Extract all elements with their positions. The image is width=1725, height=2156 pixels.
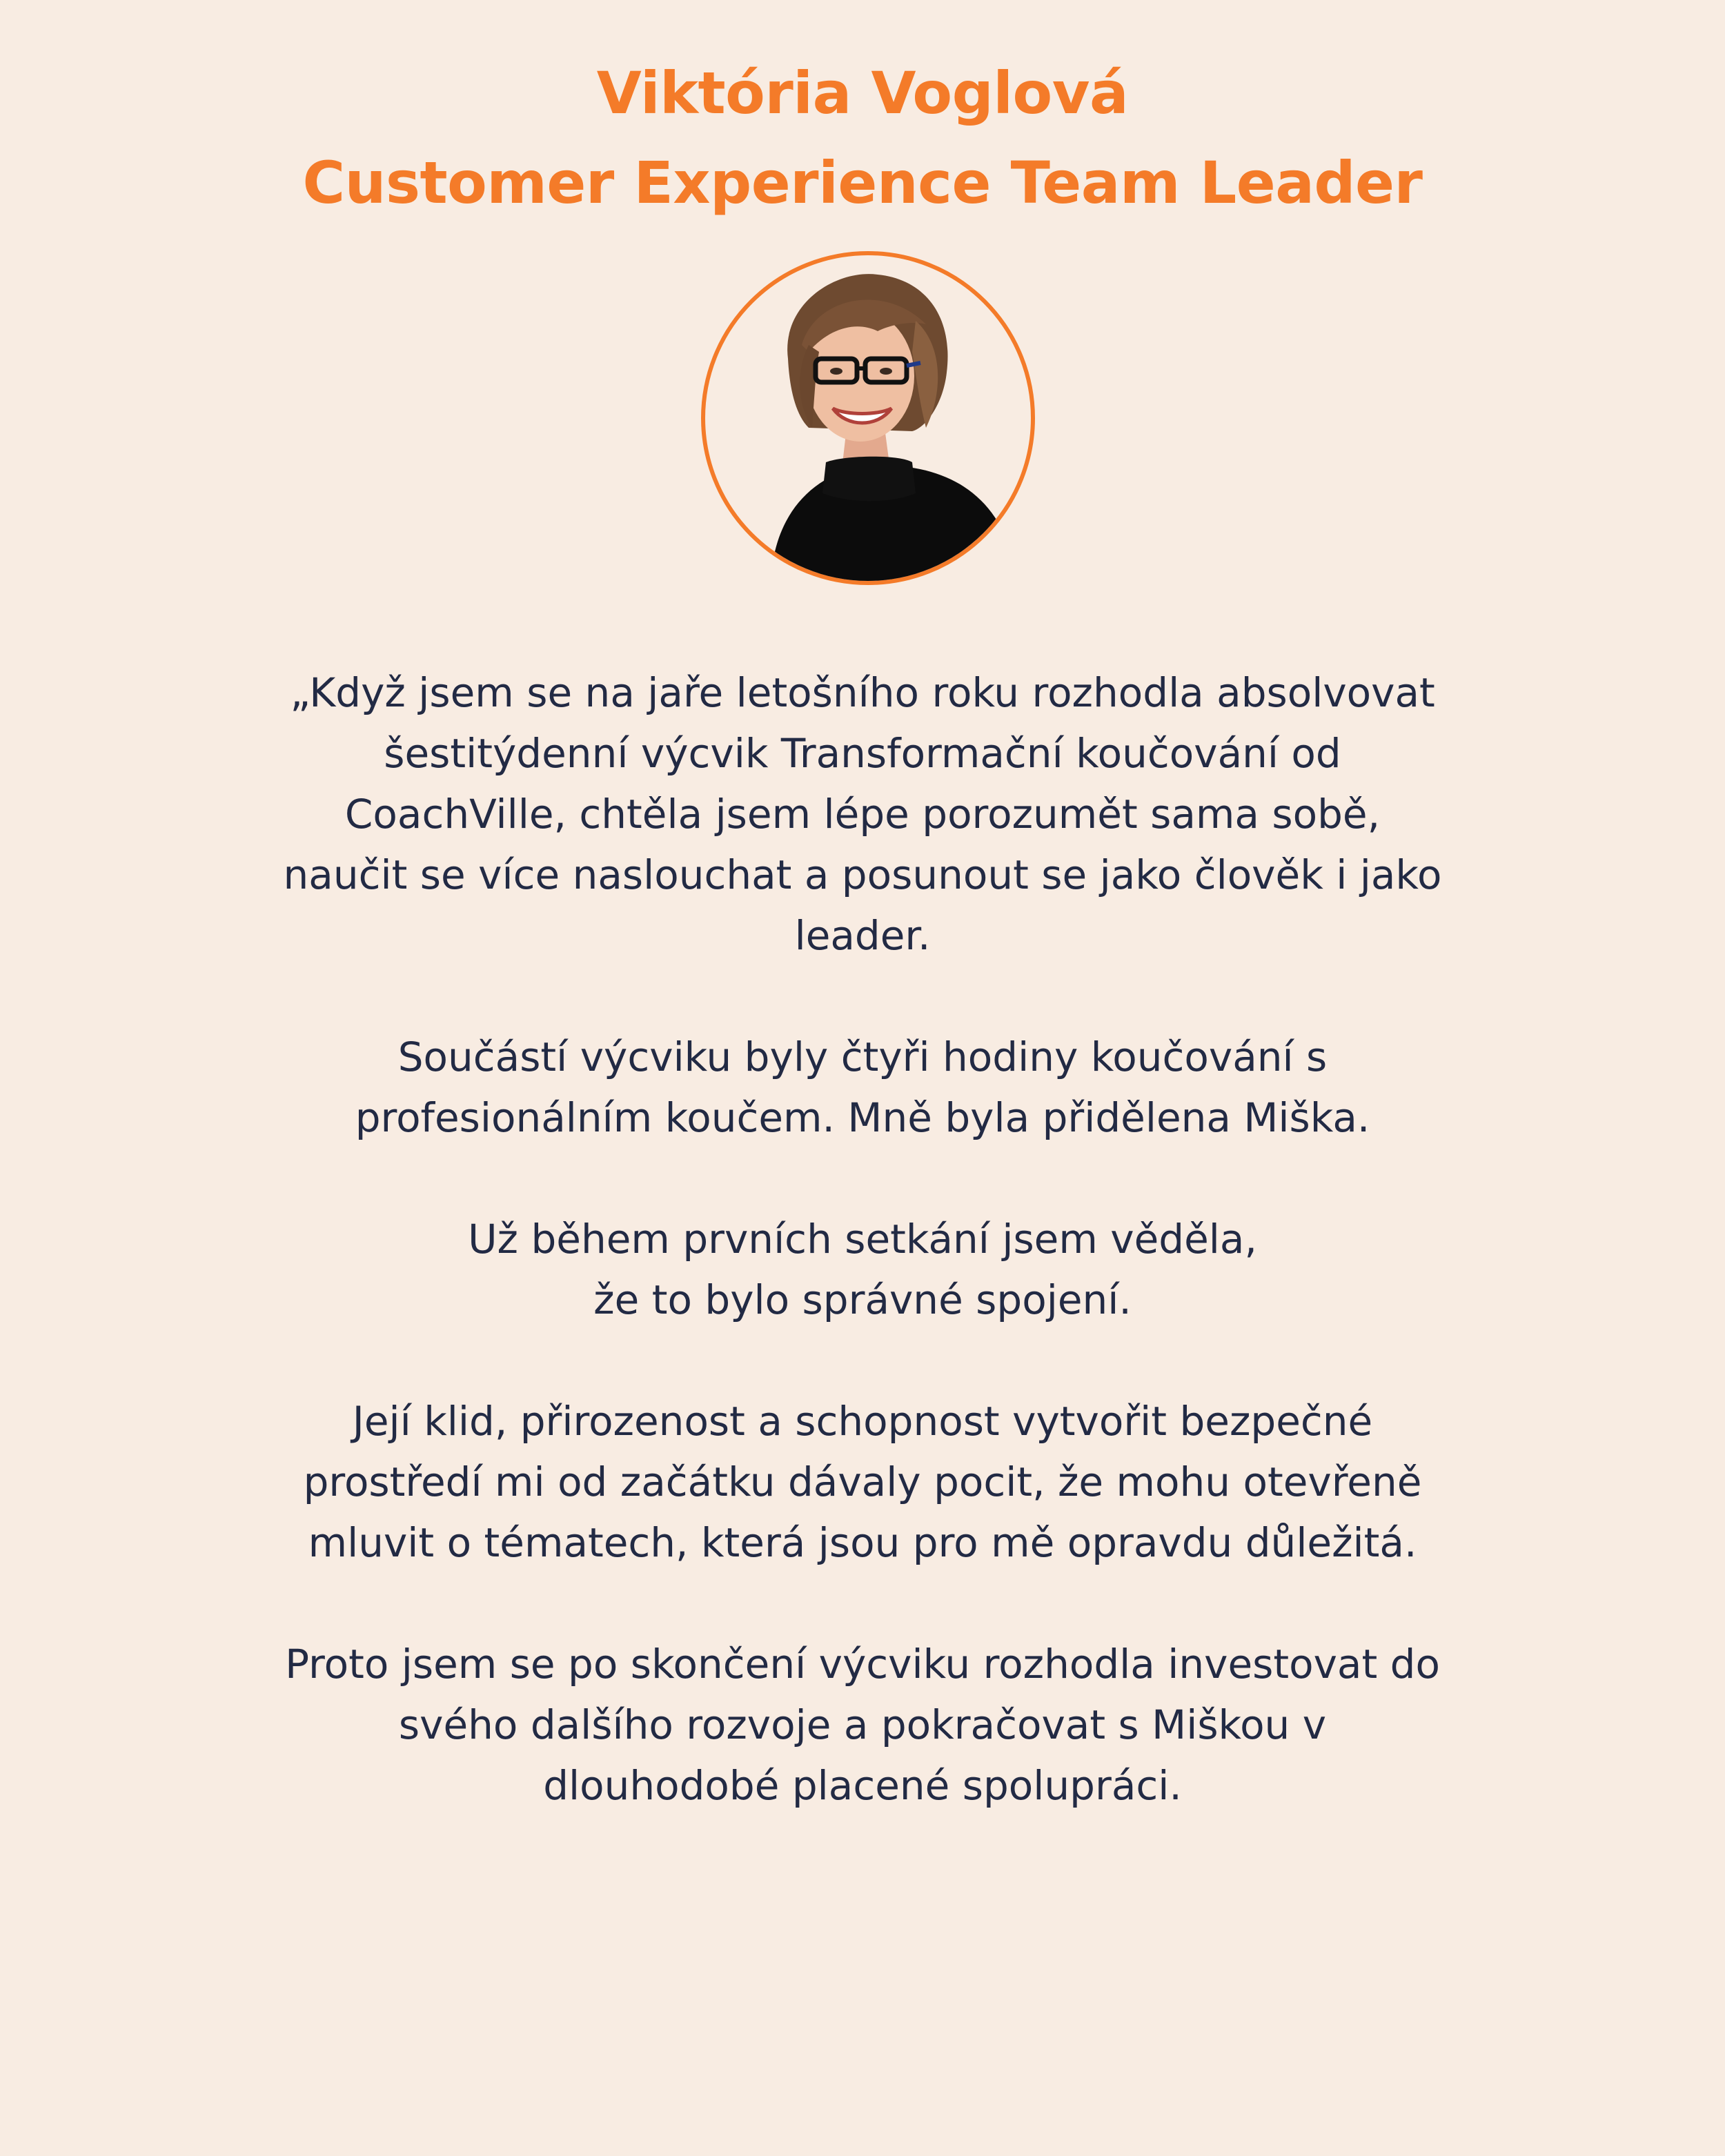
testimonial-line: šestitýdenní výcvik Transformační koučování od	[384, 730, 1341, 777]
testimonial-line: leader.	[794, 912, 931, 959]
testimonial-paragraph	[172, 1634, 1552, 1816]
testimonial-line: že to bylo správné spojení.	[593, 1276, 1132, 1323]
testimonial-line: „Když jsem se na jaře letošního roku rozhodla absolvovat	[290, 669, 1435, 716]
testimonial-line: svého dalšího rozvoje a pokračovat s Miškou v	[398, 1701, 1327, 1748]
person-name: Viktória Voglová	[596, 59, 1129, 127]
person-role: Customer Experience Team Leader	[302, 149, 1423, 217]
testimonial-line: prostředí mi od začátku dávaly pocit, že mohu otevřeně	[303, 1458, 1422, 1505]
testimonial-line: dlouhodobé placené spolupráci.	[543, 1762, 1182, 1809]
person-portrait-icon	[705, 255, 1031, 581]
testimonial-line: profesionálním koučem. Mně byla přidělena Miška.	[355, 1094, 1370, 1141]
page-header	[0, 48, 1725, 228]
testimonial-paragraph	[172, 662, 1552, 966]
testimonial-line: Její klid, přirozenost a schopnost vytvořit bezpečné	[352, 1398, 1373, 1445]
testimonial-line: Už během prvních setkání jsem věděla,	[468, 1216, 1257, 1263]
testimonial-line: naučit se více naslouchat a posunout se jako člověk i jako	[283, 851, 1442, 898]
testimonial-paragraph	[172, 1209, 1552, 1330]
testimonial-paragraph	[172, 1391, 1552, 1573]
testimonial-line: mluvit o tématech, která jsou pro mě opravdu důležitá.	[308, 1519, 1417, 1566]
testimonial-paragraph	[172, 1027, 1552, 1148]
testimonial-line: CoachVille, chtěla jsem lépe porozumět sama sobě,	[344, 791, 1381, 838]
testimonial-line: Proto jsem se po skončení výcviku rozhodla investovat do	[285, 1641, 1440, 1688]
avatar	[701, 251, 1035, 585]
testimonial-line: Součástí výcviku byly čtyři hodiny koučování s	[397, 1034, 1328, 1080]
testimonial-text	[172, 662, 1552, 1877]
